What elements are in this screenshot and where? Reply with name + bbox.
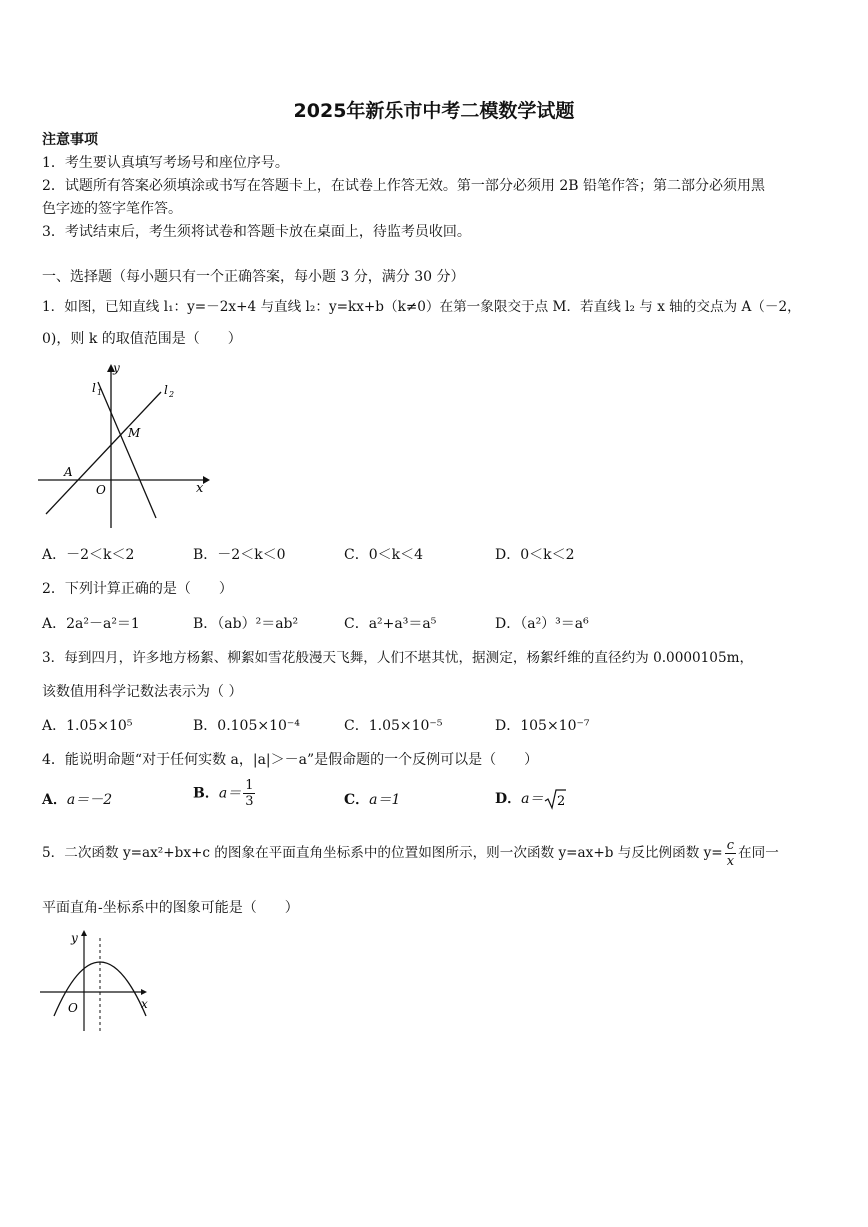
q1-label-l2: l [164, 383, 168, 397]
q3-option-c: C．1.05×10⁻⁵ [344, 718, 443, 734]
sqrt-sign-icon [544, 788, 566, 810]
q5-frac-den: x [726, 854, 735, 869]
q1-stem-line1: 1．如图，已知直线 l₁：y=－2x+4 与直线 l₂：y=kx+b（k≠0）在第一象限交于点 M．若直线 l₂ 与 x 轴的交点为 A（－2， [42, 299, 801, 315]
q3-option-a: A．1.05×10⁵ [42, 718, 133, 734]
q1-option-d: D．0＜k＜2 [495, 547, 575, 563]
page-title: 2025年新乐市中考二模数学试题 [293, 100, 575, 122]
q2-option-a: A．2a²－a²＝1 [42, 616, 140, 632]
q2-option-d: D．（a²）³＝a⁶ [495, 616, 589, 632]
q2-option-c: C．a²+a³＝a⁵ [344, 616, 437, 632]
q2-stem: 2．下列计算正确的是（ ） [42, 581, 233, 597]
notice-heading: 注意事项 [42, 132, 98, 148]
q5-stem-line1 [42, 838, 779, 869]
q1-label-l1: l [92, 381, 96, 395]
q3-stem-line2: 该数值用科学记数法表示为（ ） [42, 684, 243, 700]
q1-option-c: C．0＜k＜4 [344, 547, 424, 563]
q4-option-b-label: B． [193, 785, 219, 802]
q5-stem-line2: 平面直角-坐标系中的图象可能是（ ） [42, 900, 299, 916]
q1-label-y: y [113, 361, 120, 375]
q2-option-b: B．（ab）²＝ab² [193, 616, 299, 632]
q3-option-b: B．0.105×10⁻⁴ [193, 718, 300, 734]
q1-label-l2-sub: 2 [169, 390, 175, 399]
q5-frac-num: c [725, 838, 736, 854]
section-heading: 一、选择题（每小题只有一个正确答案，每小题 3 分，满分 30 分） [42, 269, 465, 285]
q3-option-d: D．105×10⁻⁷ [495, 718, 590, 734]
q1-label-x: x [196, 481, 204, 496]
q4-option-d-radicand: 2 [556, 794, 565, 809]
q4-option-a-text: a＝－2 [66, 792, 113, 808]
q1-label-a: A [64, 465, 73, 479]
q1-x-arrow [203, 476, 210, 484]
q4-option-b-den: 3 [245, 794, 254, 809]
notice-item-3: 3．考试结束后，考生须将试卷和答题卡放在桌面上，待监考员收回。 [42, 224, 471, 240]
q4-option-b-num: 1 [245, 778, 254, 793]
q5-label-x: x [141, 997, 148, 1011]
q5-stem-part-b: 在同一 [738, 845, 779, 861]
q5-stem-fraction [725, 838, 736, 869]
q4-option-c-label: C． [344, 792, 370, 808]
q4-option-b [193, 778, 257, 809]
q4-option-d [495, 788, 566, 810]
notice-item-1: 1．考生要认真填写考场号和座位序号。 [42, 155, 289, 171]
q1-label-m: M [128, 426, 141, 440]
q5-label-y: y [71, 931, 78, 945]
q4-option-b-fraction [243, 778, 255, 809]
q5-stem-part-a: 5．二次函数 y=ax²+bx+c 的图象在平面直角坐标系中的位置如图所示，则一次函数 y=ax+b 与反比例函数 y= [42, 845, 723, 861]
q1-label-l1-sub: 1 [97, 388, 103, 397]
q5-label-o: O [68, 1001, 78, 1015]
q5-figure [40, 928, 150, 1032]
q4-option-d-text: a＝ [521, 791, 544, 807]
q3-stem-line1: 3．每到四月，许多地方杨絮、柳絮如雪花般漫天飞舞，人们不堪其忧，据测定，杨絮纤维的直径约为 0.0000105m， [42, 650, 754, 666]
notice-item-2-cont: 色字迹的签字笔作答。 [42, 201, 182, 217]
q1-label-o: O [96, 483, 106, 497]
q4-option-c [344, 790, 400, 810]
q1-figure [38, 360, 213, 530]
q1-stem-line2: 0)，则 k 的取值范围是（ ） [42, 331, 242, 347]
q1-option-a: A．－2＜k＜2 [42, 547, 135, 563]
q5-y-arrow [81, 930, 87, 936]
q4-stem: 4．能说明命题“对于任何实数 a，|a|＞－a”是假命题的一个反例可以是（ ） [42, 752, 539, 768]
q1-option-b: B．－2＜k＜0 [193, 547, 286, 563]
q4-option-c-text: a＝1 [369, 792, 401, 808]
notice-item-2: 2．试题所有答案必须填涂或书写在答题卡上，在试卷上作答无效。第一部分必须用 2B 铅笔作答；第二部分必须用黑 [42, 178, 765, 194]
q4-option-a [42, 790, 112, 810]
q4-option-b-text: a＝ [218, 785, 242, 802]
q5-x-arrow [141, 989, 147, 995]
q4-option-a-label: A． [42, 792, 67, 808]
q4-option-d-label: D． [495, 791, 522, 807]
